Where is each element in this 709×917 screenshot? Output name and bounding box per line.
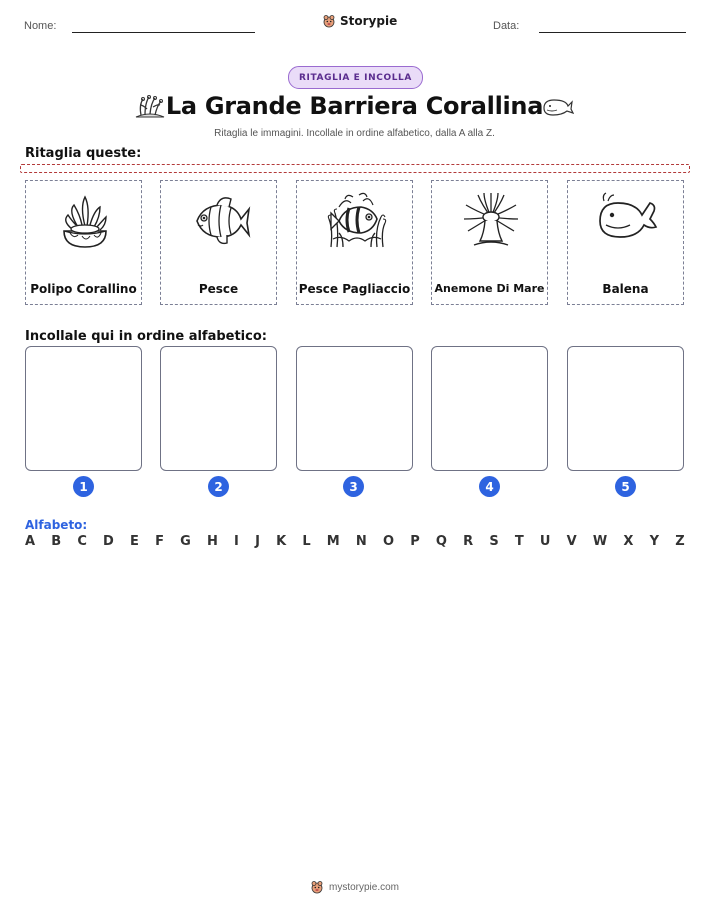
cut-card-whale[interactable] bbox=[567, 180, 684, 305]
alphabet-letter: D bbox=[103, 534, 114, 549]
sea-anemone-icon bbox=[460, 189, 522, 251]
clownfish-icon bbox=[325, 189, 387, 251]
date-label: Data: bbox=[493, 20, 520, 32]
number-badge-1: 1 bbox=[73, 476, 94, 497]
alphabet-letter: R bbox=[463, 534, 474, 549]
card-label: Polipo Corallino bbox=[30, 282, 137, 296]
alphabet-letter: X bbox=[623, 534, 634, 549]
paste-box-2[interactable] bbox=[160, 346, 277, 471]
number-badge-2: 2 bbox=[208, 476, 229, 497]
brand-logo bbox=[322, 14, 397, 28]
alphabet-letter: U bbox=[539, 534, 551, 549]
alphabet-letter: K bbox=[276, 534, 287, 549]
alphabet-row bbox=[25, 534, 685, 549]
alphabet-letter: Y bbox=[649, 534, 660, 549]
cut-card-coral-polyp[interactable] bbox=[25, 180, 142, 305]
paste-box-1[interactable] bbox=[25, 346, 142, 471]
alphabet-letter: S bbox=[489, 534, 499, 549]
alphabet-letter: V bbox=[566, 534, 577, 549]
card-label: Balena bbox=[602, 282, 649, 296]
name-label: Nome: bbox=[24, 20, 57, 32]
storypie-mascot-icon bbox=[310, 880, 324, 894]
number-badge-5: 5 bbox=[615, 476, 636, 497]
alphabet-letter: A bbox=[25, 534, 36, 549]
alphabet-letter: F bbox=[155, 534, 164, 549]
alphabet-letter: N bbox=[355, 534, 367, 549]
alphabet-letter: I bbox=[234, 534, 239, 549]
brand-name: Storypie bbox=[340, 14, 398, 28]
footer bbox=[0, 880, 709, 894]
date-line[interactable] bbox=[539, 32, 686, 33]
alphabet-letter: M bbox=[326, 534, 340, 549]
cut-section-label: Ritaglia queste: bbox=[25, 146, 142, 161]
alphabet-letter: P bbox=[410, 534, 420, 549]
card-label: Pesce bbox=[198, 282, 239, 296]
name-line[interactable] bbox=[72, 32, 255, 33]
coral-polyp-icon bbox=[54, 189, 116, 251]
alphabet-letter: L bbox=[302, 534, 311, 549]
alphabet-letter: G bbox=[180, 534, 191, 549]
alphabet-letter: Q bbox=[435, 534, 447, 549]
cut-card-clownfish[interactable] bbox=[296, 180, 413, 305]
whale-icon bbox=[596, 189, 658, 251]
alphabet-letter: W bbox=[592, 534, 608, 549]
page-title: La Grande Barriera Corallina bbox=[165, 92, 544, 120]
whale-icon bbox=[540, 96, 574, 118]
alphabet-letter: E bbox=[130, 534, 139, 549]
alphabet-letter: C bbox=[77, 534, 87, 549]
cut-card-fish[interactable] bbox=[160, 180, 277, 305]
number-badge-4: 4 bbox=[479, 476, 500, 497]
alphabet-letter: T bbox=[514, 534, 524, 549]
card-label: Pesce Pagliaccio bbox=[298, 282, 411, 296]
paste-section-label: Incollale qui in ordine alfabetico: bbox=[25, 329, 267, 344]
paste-box-5[interactable] bbox=[567, 346, 684, 471]
number-badge-3: 3 bbox=[343, 476, 364, 497]
footer-url[interactable]: mystorypie.com bbox=[328, 881, 399, 893]
instructions: Ritaglia le immagini. Incollale in ordine alfabetico, dalla A alla Z. bbox=[214, 128, 495, 139]
alphabet-letter: B bbox=[51, 534, 62, 549]
paste-box-3[interactable] bbox=[296, 346, 413, 471]
alphabet-letter: Z bbox=[675, 534, 685, 549]
card-label: Anemone Di Mare bbox=[434, 282, 545, 295]
storypie-mascot-icon bbox=[322, 14, 336, 28]
fish-icon bbox=[189, 189, 251, 251]
activity-badge: RITAGLIA E INCOLLA bbox=[288, 66, 423, 89]
cut-line bbox=[20, 164, 690, 173]
paste-box-4[interactable] bbox=[431, 346, 548, 471]
alphabet-letter: H bbox=[206, 534, 218, 549]
alphabet-letter: O bbox=[382, 534, 395, 549]
cut-card-sea-anemone[interactable] bbox=[431, 180, 548, 305]
alphabet-title: Alfabeto: bbox=[25, 518, 88, 532]
alphabet-letter: J bbox=[255, 534, 260, 549]
